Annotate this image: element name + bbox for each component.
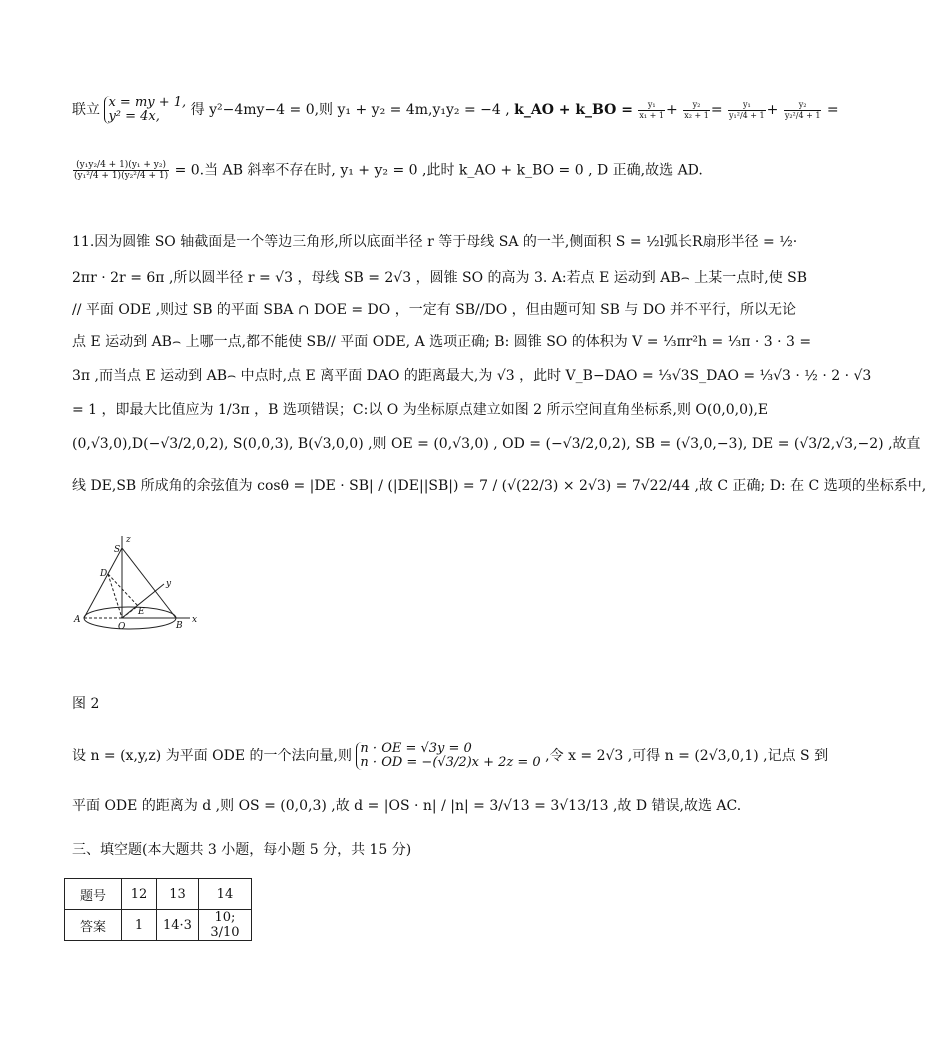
answer-cell: 1 bbox=[122, 910, 157, 941]
normal-eq-1: n · OE = √3y = 0 bbox=[360, 741, 472, 756]
segment-DE bbox=[108, 574, 138, 606]
label-x: x bbox=[192, 615, 198, 625]
fraction-3: $\frac{\text{y₁}}{\text{y₁²/4 + 1}}$ bbox=[729, 99, 765, 120]
equals-sign: = bbox=[826, 102, 839, 118]
answer-cell: 14·3 bbox=[157, 910, 199, 941]
table-row bbox=[65, 910, 252, 941]
line-2-text: = 0.当 AB 斜率不存在时, y₁ + y₂ = 0 ,此时 k_AO + k_BO = 0 , D 正确,故选 AD. bbox=[174, 162, 703, 179]
header-cell: 13 bbox=[157, 879, 199, 910]
normal-system bbox=[356, 742, 540, 770]
header-cell: 题号 bbox=[65, 879, 122, 910]
normal-vector-line bbox=[72, 741, 829, 770]
segment-OE bbox=[122, 606, 138, 618]
solution-line-1: 联立 x = my + 1, y² = 4x, 得 y²−4my−4 = 0,则 y₁ + y₂ = 4m,y₁y₂ = −4 , k_AO + k_BO = $\frac{\text{y₁}}{\text{x₁ + 1}}$ + $\frac{\text{y₂}}{\text{x₂ + 1}}$ = $\frac{\text{y₁}}{\text{y₁²/4 + 1}}$ + $\frac{\text{y₂}}{\text{y₂²/4 + 1}}$ = bbox=[72, 95, 839, 124]
solution-line-2 bbox=[72, 160, 748, 181]
q11-line-1: 11.因为圆锥 SO 轴截面是一个等边三角形,所以底面半径 r 等于母线 SA 的一半,侧面积 S = ½l弧长R扇形半径 = ½· bbox=[72, 234, 798, 250]
figure-caption: 图 2 bbox=[72, 696, 100, 712]
system-eq-1: x = my + 1, bbox=[108, 95, 187, 110]
cone-figure bbox=[72, 536, 202, 640]
fraction-4: $\frac{\text{y₂}}{\text{y₂²/4 + 1}}$ bbox=[784, 99, 821, 120]
header-cell: 14 bbox=[198, 879, 251, 910]
label-z: z bbox=[126, 535, 131, 545]
distance-line: 平面 ODE 的距离为 d ,则 OS = (0,0,3) ,故 d = |OS · n| / |n| = 3/√13 = 3√13/13 ,故 D 错误,故选 AC. bbox=[72, 798, 742, 814]
segment-DO bbox=[108, 574, 122, 618]
label-E: E bbox=[138, 607, 145, 617]
q11-line-2: 2πr · 2r = 6π ,所以圆半径 r = √3 ，母线 SB = 2√3 ，圆锥 SO 的高为 3. A:若点 E 运动到 AB⌢ 上某一点时,使 SB bbox=[72, 270, 808, 286]
header-cell: 12 bbox=[122, 879, 157, 910]
answer-cell: 10; 3/10 bbox=[198, 910, 251, 941]
line-mid-text: 得 y²−4my−4 = 0,则 y₁ + y₂ = 4m,y₁y₂ = −4 , bbox=[190, 102, 510, 118]
label-O: O bbox=[118, 622, 126, 632]
normal-text-a: 设 n = (x,y,z) 为平面 ODE 的一个法向量,则 bbox=[72, 748, 352, 764]
q11-line-7: (0,√3,0),D(−√3/2,0,2), S(0,0,3), B(√3,0,0) ,则 OE = (0,√3,0) , OD = (−√3/2,0,2), SB = (√3,0,−3), DE = (√3/2,√3,−2) ,故直 bbox=[72, 436, 921, 452]
label-B: B bbox=[176, 621, 183, 631]
label-D: D bbox=[100, 569, 108, 579]
fraction-2: $\frac{\text{y₂}}{\text{x₂ + 1}}$ bbox=[684, 99, 709, 120]
answer-table bbox=[64, 878, 252, 941]
q11-line-3: // 平面 ODE ,则过 SB 的平面 SBA ∩ DOE = DO ，一定有 SB//DO ，但由题可知 SB 与 DO 并不平行，所以无论 bbox=[72, 302, 797, 318]
normal-text-b: ,令 x = 2√3 ,可得 n = (2√3,0,1) ,记点 S 到 bbox=[545, 748, 829, 764]
answer-cell: 答案 bbox=[65, 910, 122, 941]
normal-eq-2: n · OD = −(√3/2)x + 2z = 0 bbox=[360, 755, 541, 770]
q11-line-8: 线 DE,SB 所成角的余弦值为 cosθ = |DE · SB| / (|DE||SB|) = 7 / (√(22/3) × 2√3) = 7√22/44 ,故 C 正确; D: 在 C 选项的坐标系中, bbox=[72, 478, 926, 494]
label-y: y bbox=[166, 579, 172, 589]
section-heading: 三、填空题(本大题共 3 小题，每小题 5 分，共 15 分) bbox=[72, 842, 412, 858]
slope-sum: k_AO + k_BO = bbox=[514, 102, 633, 118]
q11-line-6: = 1 ，即最大比值应为 1/3π ，B 选项错误；C:以 O 为坐标原点建立如图 2 所示空间直角坐标系,则 O(0,0,0),E bbox=[72, 402, 769, 418]
line-prefix: 联立 bbox=[72, 102, 100, 118]
equation-system bbox=[104, 96, 186, 124]
label-S: S bbox=[114, 545, 121, 555]
table-header-row bbox=[65, 879, 252, 910]
q11-line-4: 点 E 运动到 AB⌢ 上哪一点,都不能使 SB// 平面 ODE, A 选项正确; B: 圆锥 SO 的体积为 V = ⅓πr²h = ⅓π · 3 · 3 = bbox=[72, 334, 812, 350]
label-A: A bbox=[74, 615, 81, 625]
q11-line-5: 3π ,而当点 E 运动到 AB⌢ 中点时,点 E 离平面 DAO 的距离最大,为 √3 ，此时 V_B−DAO = ⅓√3S_DAO = ⅓√3 · ½ · 2 · √3 bbox=[72, 368, 872, 384]
big-fraction: $\frac{\text{(y₁y₂/4 + 1)(y₁ + y₂)}}{\text{(y₁²/4 + 1)(y₂²/4 + 1)}}$ bbox=[74, 160, 169, 181]
system-eq-2: y² = 4x, bbox=[108, 109, 160, 124]
fraction-1: $\frac{\text{y₁}}{\text{x₁ + 1}}$ bbox=[639, 99, 665, 120]
